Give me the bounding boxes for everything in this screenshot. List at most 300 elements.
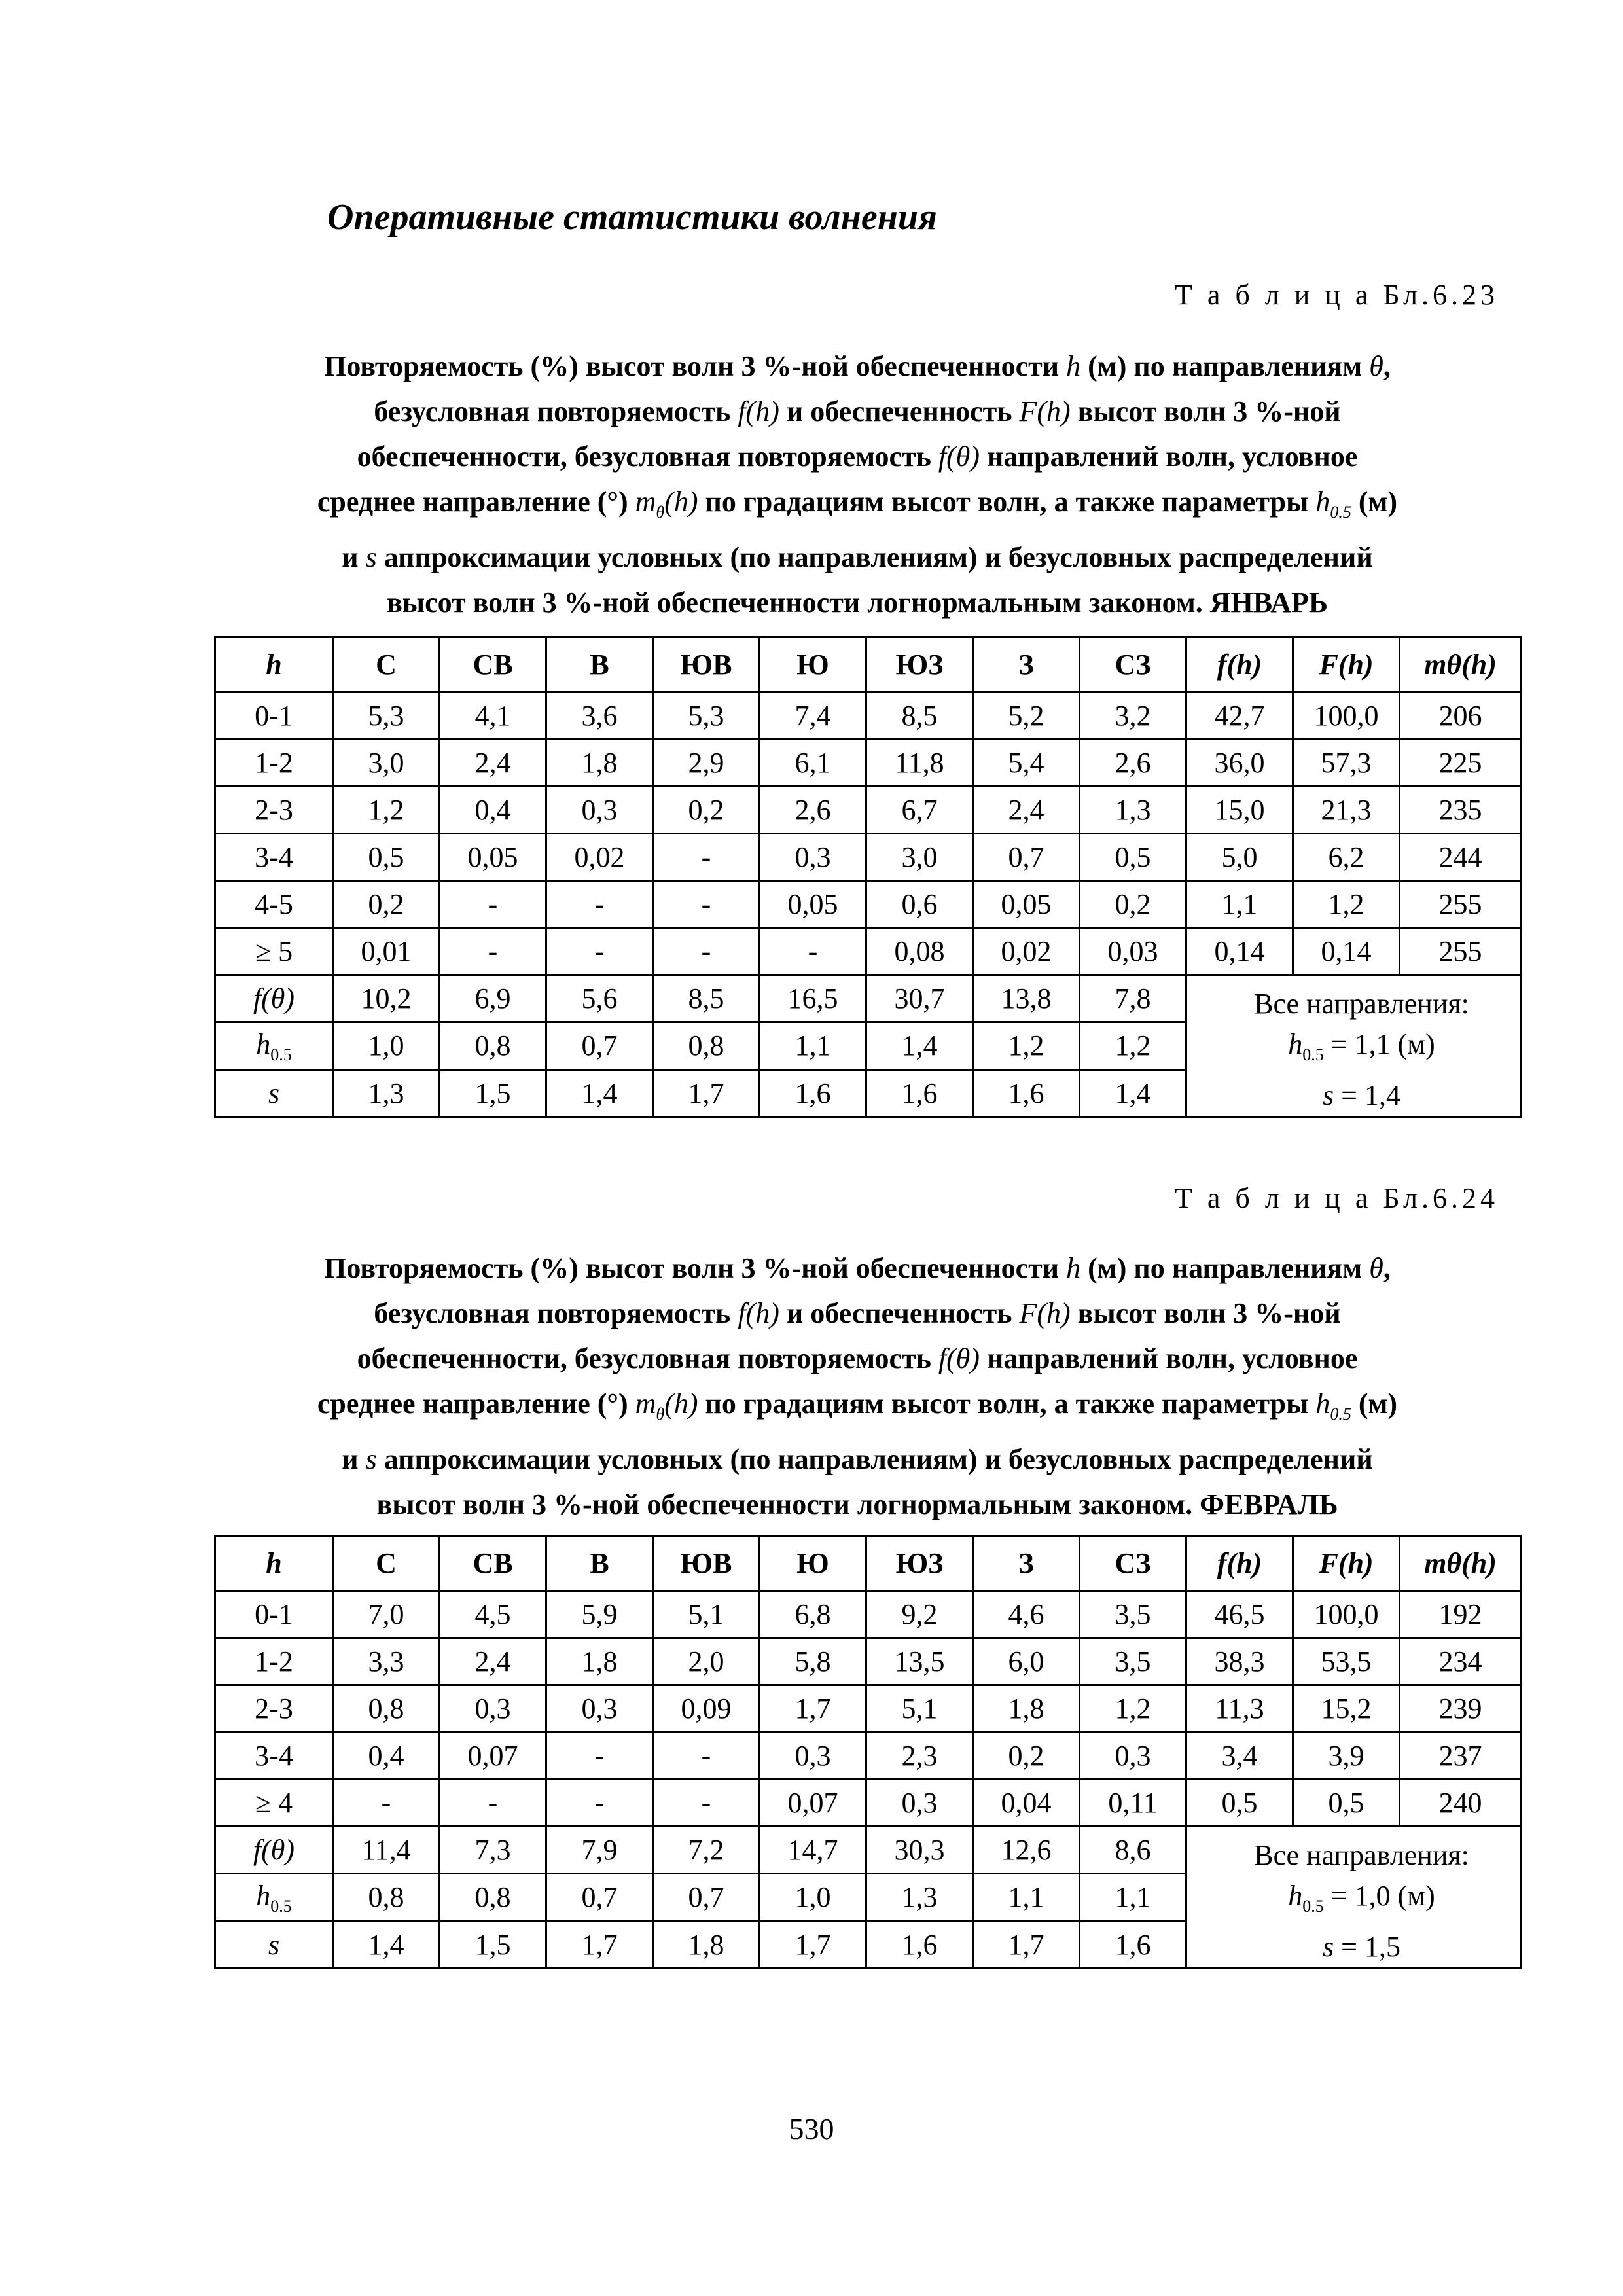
table-cell: 2,3 [866, 1732, 973, 1780]
table-cell: 1,7 [653, 1069, 760, 1117]
summary-value: = 1,1 (м) [1323, 1028, 1435, 1060]
table-cell: 4,6 [973, 1591, 1080, 1638]
table-cell: 2,9 [653, 740, 760, 787]
page-number: 530 [789, 2112, 834, 2145]
parameter-row [215, 975, 1522, 1022]
row-header: 0-1 [215, 1591, 333, 1638]
caption-symbol-part: h [1315, 1388, 1330, 1420]
table-cell: 0,3 [546, 787, 653, 834]
table-cell: - [653, 881, 760, 928]
caption-text: направлений волн, условное [980, 1342, 1358, 1374]
summary-s [1203, 1075, 1520, 1116]
table-cell: 3,6 [546, 692, 653, 740]
column-header: С [333, 637, 440, 692]
table-cell: 21,3 [1293, 787, 1400, 834]
table-cell: 0,07 [760, 1780, 866, 1827]
summary-title: Все направления: [1254, 988, 1469, 1020]
table-cell: - [440, 881, 546, 928]
table-cell: 1,8 [546, 740, 653, 787]
table-cell: 8,5 [653, 975, 760, 1022]
table-cell: 0,14 [1186, 928, 1293, 975]
column-header: h [215, 637, 333, 692]
table-cell: - [760, 928, 866, 975]
caption-line [216, 344, 1499, 389]
table-cell: 13,5 [866, 1638, 973, 1685]
table-cell: - [546, 881, 653, 928]
caption-symbol: s [365, 541, 377, 573]
caption-text: обеспеченности, безусловная повторяемость [357, 1342, 938, 1374]
table-cell: 0,8 [333, 1874, 440, 1921]
table-cell: 235 [1400, 787, 1522, 834]
caption-symbol: f(h) [738, 395, 779, 427]
table-cell: 1,2 [1080, 1685, 1186, 1732]
table-cell: 5,4 [973, 740, 1080, 787]
caption-text: , [1383, 350, 1391, 382]
caption-subscript: θ [656, 502, 665, 522]
table-row [215, 740, 1522, 787]
summary-title: Все направления: [1254, 1839, 1469, 1871]
table-cell: 1,2 [973, 1022, 1080, 1069]
row-header: ≥ 4 [215, 1780, 333, 1827]
caption-symbol: s [365, 1443, 377, 1475]
table-cell: 5,0 [1186, 834, 1293, 881]
table-cell: 3,5 [1080, 1591, 1186, 1638]
table-cell: 8,6 [1080, 1827, 1186, 1874]
caption-symbol: F(h) [1019, 395, 1071, 427]
table-cell: 0,05 [973, 881, 1080, 928]
table-cell: 0,02 [546, 834, 653, 881]
table-cell: 0,4 [440, 787, 546, 834]
caption-text: аппроксимации условных (по направлениям) и безусловных распределений [376, 1443, 1373, 1475]
table-cell: 1,7 [760, 1685, 866, 1732]
table-cell: 1,5 [440, 1069, 546, 1117]
table-cell: 10,2 [333, 975, 440, 1022]
summary-symbol: h [1288, 1880, 1303, 1912]
table-cell: 1,2 [1080, 1022, 1186, 1069]
table-cell: 6,0 [973, 1638, 1080, 1685]
caption-text: по градациям высот волн, а также параметры [698, 1388, 1316, 1420]
summary-subscript: 0.5 [1302, 1896, 1324, 1916]
caption-subscript: θ [656, 1404, 665, 1424]
caption-line [216, 1336, 1499, 1381]
table-cell: 4,5 [440, 1591, 546, 1638]
caption-text: высот волн 3 %-ной [1070, 1297, 1341, 1329]
table-cell: 0,8 [333, 1685, 440, 1732]
table-cell: 0,07 [440, 1732, 546, 1780]
caption-symbol: f(θ) [938, 1342, 980, 1374]
table-cell: 0,5 [333, 834, 440, 881]
table-cell: - [653, 1780, 760, 1827]
table-row [215, 787, 1522, 834]
row-header: 3-4 [215, 1732, 333, 1780]
table-cell: 1,5 [440, 1921, 546, 1968]
table-cell: 14,7 [760, 1827, 866, 1874]
row-header: 1-2 [215, 740, 333, 787]
caption-symbol [1315, 1388, 1351, 1424]
summary-h05 [1203, 1876, 1520, 1927]
caption-symbol-part: h [1315, 486, 1330, 518]
summary-s [1203, 1927, 1520, 1967]
table-cell: 0,7 [546, 1874, 653, 1921]
caption-text: , [1383, 1252, 1391, 1284]
table-cell: 0,3 [546, 1685, 653, 1732]
caption-line [216, 389, 1499, 434]
table-cell: 1,2 [1293, 881, 1400, 928]
table-row [215, 1591, 1522, 1638]
row-header: 3-4 [215, 834, 333, 881]
table-cell: 206 [1400, 692, 1522, 740]
caption-text: Повторяемость (%) высот волн 3 %-ной обеспеченности [324, 1252, 1067, 1284]
table-cell: 9,2 [866, 1591, 973, 1638]
table-cell: 1,6 [973, 1069, 1080, 1117]
row-header: s [215, 1921, 333, 1968]
row-header: s [215, 1069, 333, 1117]
table-cell: 7,4 [760, 692, 866, 740]
table-cell: - [333, 1780, 440, 1827]
table-cell: 1,1 [1080, 1874, 1186, 1921]
table-cell: 46,5 [1186, 1591, 1293, 1638]
column-header: С [333, 1536, 440, 1591]
table-cell: 0,09 [653, 1685, 760, 1732]
caption-symbol-part: m [635, 486, 656, 518]
column-header: Ю [760, 1536, 866, 1591]
column-header: mθ(h) [1400, 1536, 1522, 1591]
table-cell: 0,03 [1080, 928, 1186, 975]
caption-text: безусловная повторяемость [374, 395, 738, 427]
table-cell: 3,2 [1080, 692, 1186, 740]
caption-text: среднее направление (°) [317, 486, 635, 518]
column-header: СЗ [1080, 637, 1186, 692]
caption-text: высот волн 3 %-ной обеспеченности логнормальным законом. ФЕВРАЛЬ [376, 1488, 1338, 1520]
table-cell: 1,4 [1080, 1069, 1186, 1117]
row-header-symbol: h [256, 1028, 271, 1060]
caption-symbol [635, 1388, 698, 1424]
table-cell: 0,2 [1080, 881, 1186, 928]
row-header: 1-2 [215, 1638, 333, 1685]
section-title: Оперативные статистики волнения [327, 197, 937, 238]
parameter-row [215, 1827, 1522, 1874]
table-cell: 5,1 [653, 1591, 760, 1638]
caption-text: и обеспеченность [779, 1297, 1020, 1329]
table-cell: 0,08 [866, 928, 973, 975]
column-header: ЮЗ [866, 637, 973, 692]
table-row [215, 1780, 1522, 1827]
caption-line [216, 1291, 1499, 1336]
row-header: ≥ 5 [215, 928, 333, 975]
table-cell: 1,0 [760, 1874, 866, 1921]
table-cell: 255 [1400, 881, 1522, 928]
table-cell: 0,01 [333, 928, 440, 975]
table-cell: 1,1 [973, 1874, 1080, 1921]
table-cell: 0,3 [440, 1685, 546, 1732]
table-cell: 1,4 [333, 1921, 440, 1968]
table-row [215, 1685, 1522, 1732]
caption-symbol: θ [1369, 1252, 1383, 1284]
caption-text: (м) [1351, 1388, 1398, 1420]
table-label: Т а б л и ц а Бл.6.23 [1174, 279, 1499, 311]
table-cell: 1,1 [1186, 881, 1293, 928]
table-cell: - [653, 928, 760, 975]
caption-symbol-part: (h) [664, 486, 698, 518]
table-cell: 2,0 [653, 1638, 760, 1685]
table-cell: 3,0 [866, 834, 973, 881]
table-cell: 0,3 [760, 834, 866, 881]
table-cell: 5,1 [866, 1685, 973, 1732]
caption-line [216, 434, 1499, 479]
table-cell: - [440, 928, 546, 975]
table-cell: 255 [1400, 928, 1522, 975]
table-cell: 0,5 [1293, 1780, 1400, 1827]
summary-symbol: s [1323, 1930, 1334, 1963]
summary-value: = 1,5 [1334, 1930, 1400, 1963]
column-header: ЮВ [653, 637, 760, 692]
table-cell: 192 [1400, 1591, 1522, 1638]
caption-line [216, 580, 1499, 625]
table-cell: 0,7 [973, 834, 1080, 881]
caption-symbol: θ [1369, 350, 1383, 382]
summary-value: = 1,4 [1334, 1079, 1400, 1111]
table-cell: 0,04 [973, 1780, 1080, 1827]
caption-text: (м) по направлениям [1080, 1252, 1370, 1284]
table-cell: - [546, 1732, 653, 1780]
table-cell: 6,9 [440, 975, 546, 1022]
table-cell: 1,4 [866, 1022, 973, 1069]
table-cell: - [653, 834, 760, 881]
table-cell: 3,0 [333, 740, 440, 787]
summary-subscript: 0.5 [1302, 1045, 1324, 1064]
wave-statistics-table [214, 1535, 1522, 1969]
table-cell: 1,3 [333, 1069, 440, 1117]
caption-symbol-part: (h) [664, 1388, 698, 1420]
table-cell: 0,11 [1080, 1780, 1186, 1827]
table-cell: 100,0 [1293, 692, 1400, 740]
caption-symbol-part: m [635, 1388, 656, 1420]
column-header: СВ [440, 637, 546, 692]
table-cell: 0,8 [653, 1022, 760, 1069]
caption-text: среднее направление (°) [317, 1388, 635, 1420]
table-cell: 0,4 [333, 1732, 440, 1780]
table-cell: 1,2 [333, 787, 440, 834]
table-cell: 1,8 [546, 1638, 653, 1685]
table-cell: 3,4 [1186, 1732, 1293, 1780]
caption-text: (м) по направлениям [1080, 350, 1370, 382]
table-row [215, 1638, 1522, 1685]
table-cell: 11,4 [333, 1827, 440, 1874]
caption-line [216, 1381, 1499, 1437]
table-cell: 240 [1400, 1780, 1522, 1827]
table-cell: 2,4 [973, 787, 1080, 834]
table-cell: 3,5 [1080, 1638, 1186, 1685]
table-cell: 1,7 [546, 1921, 653, 1968]
column-header: В [546, 637, 653, 692]
summary-h05 [1203, 1024, 1520, 1075]
caption-text: и [342, 1443, 366, 1475]
caption-symbol [1315, 486, 1351, 522]
table-cell: 7,2 [653, 1827, 760, 1874]
table-cell: 1,6 [1080, 1921, 1186, 1968]
table-cell: 6,2 [1293, 834, 1400, 881]
row-header-symbol: h [256, 1879, 271, 1912]
caption-text: и [342, 541, 366, 573]
table-cell: 0,8 [440, 1022, 546, 1069]
table-cell: 7,0 [333, 1591, 440, 1638]
table-row [215, 692, 1522, 740]
table-cell: 2,6 [760, 787, 866, 834]
table-cell: 6,1 [760, 740, 866, 787]
table-row [215, 1732, 1522, 1780]
table-cell: 1,6 [866, 1069, 973, 1117]
table-cell: 0,2 [973, 1732, 1080, 1780]
table-cell: 11,8 [866, 740, 973, 787]
caption-line [216, 479, 1499, 535]
table-cell: 0,8 [440, 1874, 546, 1921]
caption-symbol: h [1066, 350, 1081, 382]
column-header: f(h) [1186, 637, 1293, 692]
column-header: F(h) [1293, 637, 1400, 692]
table-cell: 1,6 [760, 1069, 866, 1117]
table-cell: 1,7 [973, 1921, 1080, 1968]
column-header: Ю [760, 637, 866, 692]
caption-text: направлений волн, условное [980, 440, 1358, 473]
table-cell: 12,6 [973, 1827, 1080, 1874]
summary-symbol: s [1323, 1079, 1334, 1111]
table-cell: 100,0 [1293, 1591, 1400, 1638]
table-cell: 1,4 [546, 1069, 653, 1117]
table-cell: 6,8 [760, 1591, 866, 1638]
table-cell: 0,5 [1186, 1780, 1293, 1827]
table-cell: 5,3 [333, 692, 440, 740]
table-cell: 244 [1400, 834, 1522, 881]
row-header [215, 1022, 333, 1069]
column-header: ЮЗ [866, 1536, 973, 1591]
caption-symbol: f(θ) [938, 440, 980, 473]
row-header: 2-3 [215, 1685, 333, 1732]
column-header: СВ [440, 1536, 546, 1591]
row-header: 4-5 [215, 881, 333, 928]
table-caption [216, 1246, 1499, 1527]
table-cell: 2,4 [440, 740, 546, 787]
table-cell: 0,6 [866, 881, 973, 928]
row-header: f(θ) [215, 1827, 333, 1874]
table-cell: 7,8 [1080, 975, 1186, 1022]
table-cell: 0,2 [653, 787, 760, 834]
table-cell: 1,7 [760, 1921, 866, 1968]
table-cell: 16,5 [760, 975, 866, 1022]
summary-value: = 1,0 (м) [1323, 1880, 1435, 1912]
table-cell: 13,8 [973, 975, 1080, 1022]
table-cell: - [653, 1732, 760, 1780]
table-cell: 225 [1400, 740, 1522, 787]
table-cell: 8,5 [866, 692, 973, 740]
caption-text: Повторяемость (%) высот волн 3 %-ной обеспеченности [324, 350, 1067, 382]
table-cell: 7,9 [546, 1827, 653, 1874]
table-cell: 0,02 [973, 928, 1080, 975]
caption-symbol [635, 486, 698, 522]
table-header-row [215, 1536, 1522, 1591]
table-cell: 239 [1400, 1685, 1522, 1732]
table-cell: 0,5 [1080, 834, 1186, 881]
caption-text: обеспеченности, безусловная повторяемость [357, 440, 938, 473]
table-cell: 53,5 [1293, 1638, 1400, 1685]
table-cell: 1,6 [866, 1921, 973, 1968]
row-header [215, 1874, 333, 1921]
caption-text: и обеспеченность [779, 395, 1020, 427]
table-cell: 0,2 [333, 881, 440, 928]
table-cell: 0,7 [546, 1022, 653, 1069]
table-cell: 57,3 [1293, 740, 1400, 787]
table-cell: 0,3 [760, 1732, 866, 1780]
table-cell: 0,05 [760, 881, 866, 928]
table-cell: 237 [1400, 1732, 1522, 1780]
table-cell: 5,8 [760, 1638, 866, 1685]
table-cell: - [546, 1780, 653, 1827]
table-cell: 234 [1400, 1638, 1522, 1685]
column-header: h [215, 1536, 333, 1591]
row-header: 2-3 [215, 787, 333, 834]
table-cell: 15,0 [1186, 787, 1293, 834]
column-header: F(h) [1293, 1536, 1400, 1591]
caption-text: по градациям высот волн, а также параметры [698, 486, 1316, 518]
caption-line [216, 1437, 1499, 1482]
table-cell: 4,1 [440, 692, 546, 740]
column-header: З [973, 637, 1080, 692]
caption-line [216, 1482, 1499, 1527]
table-cell: 2,4 [440, 1638, 546, 1685]
table-cell: 11,3 [1186, 1685, 1293, 1732]
caption-subscript: 0.5 [1330, 502, 1351, 522]
table-row [215, 881, 1522, 928]
all-directions-summary [1186, 1827, 1522, 1969]
table-cell: 1,1 [760, 1022, 866, 1069]
caption-text: (м) [1351, 486, 1398, 518]
table-cell: 0,05 [440, 834, 546, 881]
caption-text: высот волн 3 %-ной обеспеченности логнормальным законом. ЯНВАРЬ [386, 586, 1329, 619]
table-cell: 5,2 [973, 692, 1080, 740]
caption-text: высот волн 3 %-ной [1070, 395, 1341, 427]
table-cell: - [546, 928, 653, 975]
table-cell: 3,9 [1293, 1732, 1400, 1780]
all-directions-summary [1186, 975, 1522, 1117]
caption-line [216, 1246, 1499, 1291]
table-cell: 36,0 [1186, 740, 1293, 787]
caption-symbol: F(h) [1019, 1297, 1071, 1329]
table-cell: - [440, 1780, 546, 1827]
wave-statistics-table [214, 636, 1522, 1118]
table-cell: 5,3 [653, 692, 760, 740]
caption-text: безусловная повторяемость [374, 1297, 738, 1329]
table-cell: 5,9 [546, 1591, 653, 1638]
table-label: Т а б л и ц а Бл.6.24 [1174, 1182, 1499, 1214]
table-cell: 38,3 [1186, 1638, 1293, 1685]
table-cell: 30,3 [866, 1827, 973, 1874]
table-cell: 0,14 [1293, 928, 1400, 975]
caption-text: аппроксимации условных (по направлениям) и безусловных распределений [376, 541, 1373, 573]
table-cell: 0,3 [1080, 1732, 1186, 1780]
caption-symbol: h [1066, 1252, 1081, 1284]
column-header: З [973, 1536, 1080, 1591]
table-row [215, 834, 1522, 881]
column-header: f(h) [1186, 1536, 1293, 1591]
column-header: В [546, 1536, 653, 1591]
table-cell: 1,3 [866, 1874, 973, 1921]
table-cell: 30,7 [866, 975, 973, 1022]
column-header: mθ(h) [1400, 637, 1522, 692]
caption-symbol: f(h) [738, 1297, 779, 1329]
row-header-subscript: 0.5 [270, 1045, 292, 1064]
table-cell: 42,7 [1186, 692, 1293, 740]
column-header: ЮВ [653, 1536, 760, 1591]
row-header-subscript: 0.5 [270, 1896, 292, 1916]
